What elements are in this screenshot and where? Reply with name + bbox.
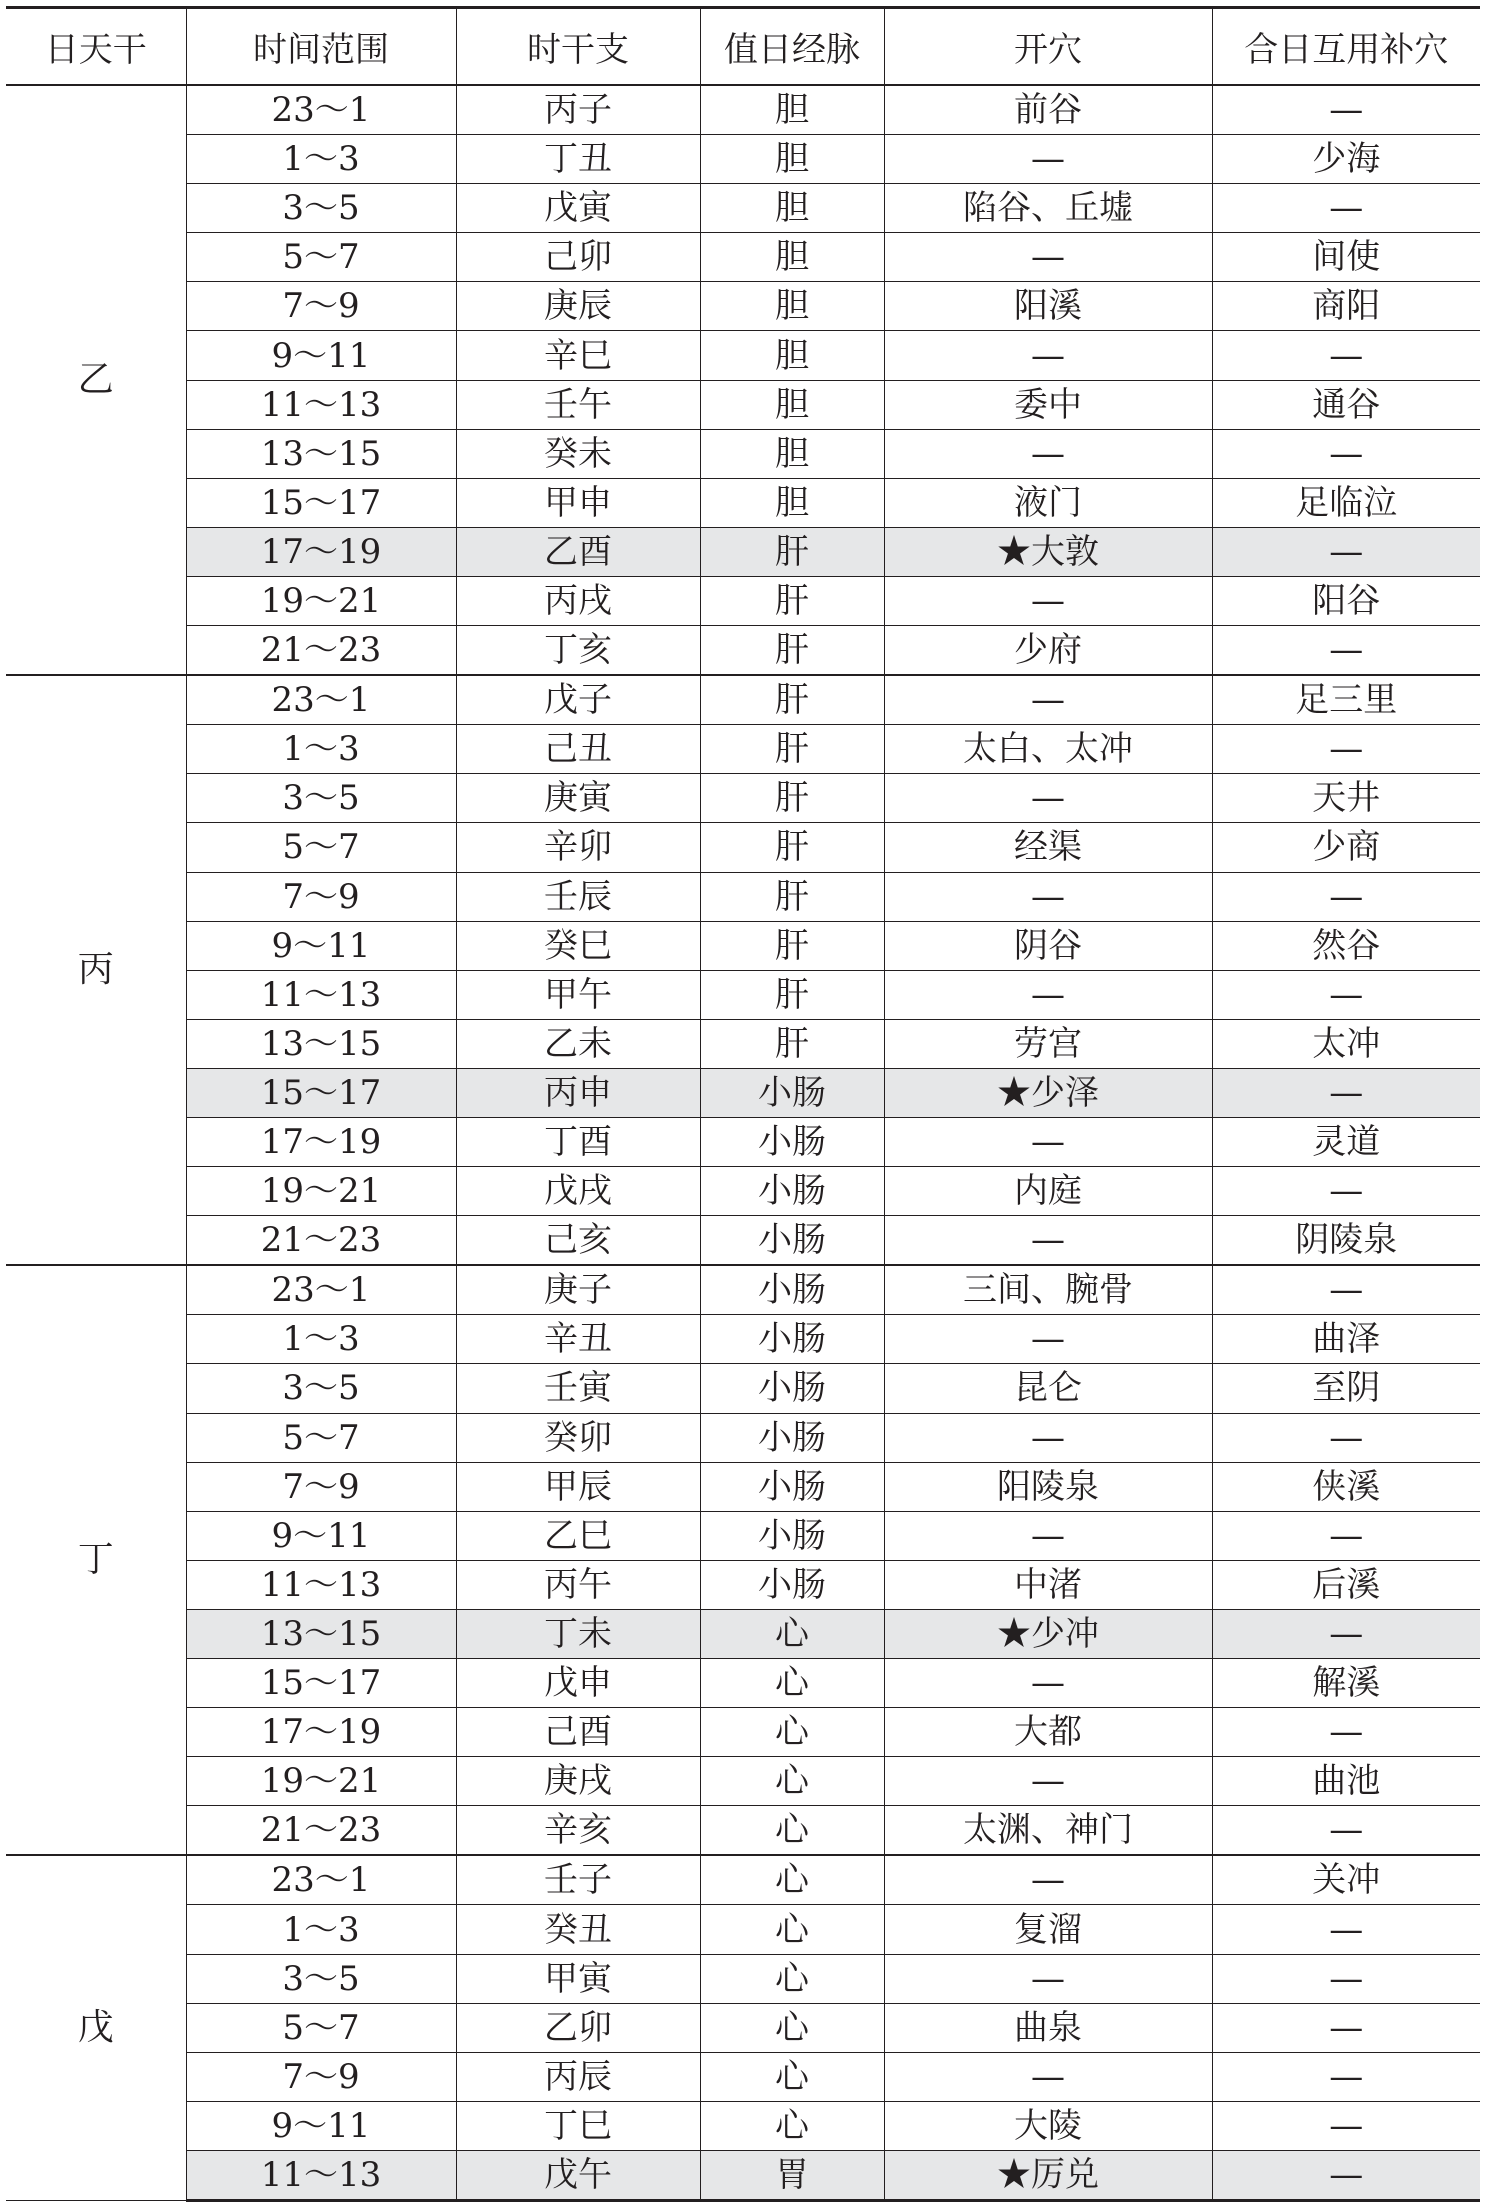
open-point-cell: 阳陵泉 [884, 1462, 1212, 1511]
open-point-cell: — [884, 1757, 1212, 1806]
table-row [6, 1265, 1480, 1315]
table-row [6, 970, 1480, 1019]
time-cell: 23～1 [186, 1855, 456, 1905]
table-row [6, 85, 1480, 135]
meridian-cell: 肝 [700, 1019, 884, 1068]
table-row [6, 1757, 1480, 1806]
supplement-point-cell: — [1212, 1265, 1480, 1315]
open-point-cell: 三间、腕骨 [884, 1265, 1212, 1315]
time-cell: 1～3 [186, 1315, 456, 1364]
supplement-point-cell: — [1212, 527, 1480, 576]
table-row [6, 2150, 1480, 2200]
meridian-cell: 小肠 [700, 1117, 884, 1166]
ganzhi-cell: 庚子 [456, 1265, 700, 1315]
ganzhi-cell: 辛巳 [456, 331, 700, 380]
table-row [6, 1462, 1480, 1511]
open-point-cell: — [884, 774, 1212, 823]
time-cell: 5～7 [186, 823, 456, 872]
meridian-cell: 胆 [700, 282, 884, 331]
open-point-cell: — [884, 1413, 1212, 1462]
table-row [6, 2003, 1480, 2052]
time-cell: 13～15 [186, 1609, 456, 1658]
day-stem-cell: 丁 [6, 1265, 186, 1855]
table-row [6, 1806, 1480, 1856]
table-row [6, 1167, 1480, 1216]
time-cell: 21～23 [186, 626, 456, 676]
table-row [6, 135, 1480, 184]
ganzhi-cell: 庚寅 [456, 774, 700, 823]
table-row [6, 921, 1480, 970]
open-point-cell: 太渊、神门 [884, 1806, 1212, 1856]
header-row [6, 8, 1480, 86]
meridian-cell: 肝 [700, 626, 884, 676]
meridian-cell: 胆 [700, 135, 884, 184]
table-row [6, 1413, 1480, 1462]
header-meridian: 值日经脉 [700, 8, 884, 86]
time-cell: 1～3 [186, 135, 456, 184]
supplement-point-cell: — [1212, 2003, 1480, 2052]
time-cell: 23～1 [186, 1265, 456, 1315]
ganzhi-cell: 乙卯 [456, 2003, 700, 2052]
open-point-cell: — [884, 1511, 1212, 1560]
supplement-point-cell: — [1212, 331, 1480, 380]
meridian-cell: 小肠 [700, 1167, 884, 1216]
day-stem-cell: 丙 [6, 675, 186, 1265]
table-row [6, 1511, 1480, 1560]
open-point-cell: 委中 [884, 380, 1212, 429]
ganzhi-cell: 丙辰 [456, 2052, 700, 2101]
supplement-point-cell: 阴陵泉 [1212, 1216, 1480, 1266]
table-header [6, 8, 1480, 86]
open-point-cell: 昆仑 [884, 1364, 1212, 1413]
table-row [6, 1609, 1480, 1658]
table-row [6, 1708, 1480, 1757]
open-point-cell: ★大敦 [884, 527, 1212, 576]
table-row [6, 1068, 1480, 1117]
meridian-cell: 肝 [700, 576, 884, 625]
meridian-cell: 胆 [700, 380, 884, 429]
time-cell: 5～7 [186, 1413, 456, 1462]
meridian-cell: 胃 [700, 2150, 884, 2200]
day-stem-cell: 戊 [6, 1855, 186, 2200]
open-point-cell: 太白、太冲 [884, 725, 1212, 774]
supplement-point-cell: 灵道 [1212, 1117, 1480, 1166]
ganzhi-cell: 丙申 [456, 1068, 700, 1117]
open-point-cell: — [884, 576, 1212, 625]
supplement-point-cell: 解溪 [1212, 1659, 1480, 1708]
table-row [6, 380, 1480, 429]
time-cell: 7～9 [186, 1462, 456, 1511]
time-cell: 5～7 [186, 2003, 456, 2052]
ganzhi-cell: 甲寅 [456, 1954, 700, 2003]
supplement-point-cell: — [1212, 970, 1480, 1019]
time-cell: 11～13 [186, 380, 456, 429]
supplement-point-cell: — [1212, 184, 1480, 233]
time-cell: 19～21 [186, 1167, 456, 1216]
supplement-point-cell: — [1212, 1413, 1480, 1462]
meridian-cell: 小肠 [700, 1364, 884, 1413]
meridian-cell: 心 [700, 1757, 884, 1806]
ganzhi-cell: 戊戌 [456, 1167, 700, 1216]
supplement-point-cell: 侠溪 [1212, 1462, 1480, 1511]
supplement-point-cell: — [1212, 429, 1480, 478]
supplement-point-cell: 天井 [1212, 774, 1480, 823]
header-open-point: 开穴 [884, 8, 1212, 86]
supplement-point-cell: — [1212, 1708, 1480, 1757]
header-time-range: 时间范围 [186, 8, 456, 86]
ganzhi-cell: 甲午 [456, 970, 700, 1019]
ganzhi-cell: 乙未 [456, 1019, 700, 1068]
supplement-point-cell: — [1212, 2052, 1480, 2101]
ganzhi-cell: 癸丑 [456, 1905, 700, 1954]
meridian-cell: 肝 [700, 527, 884, 576]
supplement-point-cell: — [1212, 872, 1480, 921]
open-point-cell: — [884, 970, 1212, 1019]
supplement-point-cell: 少海 [1212, 135, 1480, 184]
supplement-point-cell: — [1212, 1167, 1480, 1216]
meridian-cell: 小肠 [700, 1511, 884, 1560]
ganzhi-cell: 辛丑 [456, 1315, 700, 1364]
time-cell: 9～11 [186, 1511, 456, 1560]
time-cell: 15～17 [186, 1659, 456, 1708]
open-point-cell: 中渚 [884, 1560, 1212, 1609]
open-point-cell: — [884, 2052, 1212, 2101]
table-row [6, 282, 1480, 331]
meridian-cell: 胆 [700, 85, 884, 135]
meridian-cell: 小肠 [700, 1265, 884, 1315]
ganzhi-cell: 壬寅 [456, 1364, 700, 1413]
ganzhi-cell: 辛亥 [456, 1806, 700, 1856]
table-row [6, 331, 1480, 380]
time-cell: 3～5 [186, 774, 456, 823]
open-point-cell: 劳宫 [884, 1019, 1212, 1068]
ganzhi-cell: 庚辰 [456, 282, 700, 331]
open-point-cell: 阴谷 [884, 921, 1212, 970]
time-cell: 11～13 [186, 1560, 456, 1609]
ganzhi-cell: 壬辰 [456, 872, 700, 921]
meridian-cell: 心 [700, 1954, 884, 2003]
meridian-cell: 心 [700, 2003, 884, 2052]
open-point-cell: — [884, 675, 1212, 725]
ganzhi-cell: 庚戌 [456, 1757, 700, 1806]
meridian-cell: 心 [700, 1659, 884, 1708]
table-row [6, 527, 1480, 576]
meridian-cell: 胆 [700, 331, 884, 380]
open-point-cell: — [884, 1315, 1212, 1364]
table-row [6, 429, 1480, 478]
table-row [6, 2101, 1480, 2150]
time-cell: 19～21 [186, 576, 456, 625]
time-cell: 13～15 [186, 429, 456, 478]
supplement-point-cell: 通谷 [1212, 380, 1480, 429]
supplement-point-cell: — [1212, 85, 1480, 135]
meridian-cell: 心 [700, 1905, 884, 1954]
meridian-cell: 心 [700, 1708, 884, 1757]
table-row [6, 774, 1480, 823]
ganzhi-cell: 丙戌 [456, 576, 700, 625]
table-row [6, 1364, 1480, 1413]
ganzhi-cell: 戊寅 [456, 184, 700, 233]
ganzhi-cell: 己亥 [456, 1216, 700, 1266]
open-point-cell: 前谷 [884, 85, 1212, 135]
table-row [6, 1954, 1480, 2003]
table-row [6, 872, 1480, 921]
open-point-cell: — [884, 1216, 1212, 1266]
supplement-point-cell: — [1212, 2150, 1480, 2200]
header-supplement-point: 合日互用补穴 [1212, 8, 1480, 86]
ganzhi-cell: 乙酉 [456, 527, 700, 576]
ganzhi-cell: 癸未 [456, 429, 700, 478]
time-cell: 3～5 [186, 1364, 456, 1413]
time-cell: 9～11 [186, 2101, 456, 2150]
meridian-cell: 胆 [700, 429, 884, 478]
ganzhi-cell: 丁巳 [456, 2101, 700, 2150]
time-cell: 23～1 [186, 85, 456, 135]
time-cell: 23～1 [186, 675, 456, 725]
ganzhi-cell: 壬午 [456, 380, 700, 429]
table-row [6, 1019, 1480, 1068]
supplement-point-cell: 关冲 [1212, 1855, 1480, 1905]
supplement-point-cell: — [1212, 1954, 1480, 2003]
open-point-cell: 陷谷、丘墟 [884, 184, 1212, 233]
time-cell: 21～23 [186, 1216, 456, 1266]
ganzhi-cell: 己酉 [456, 1708, 700, 1757]
meridian-cell: 心 [700, 1609, 884, 1658]
ganzhi-cell: 丁亥 [456, 626, 700, 676]
open-point-cell: — [884, 233, 1212, 282]
table-row [6, 1117, 1480, 1166]
meridian-cell: 小肠 [700, 1315, 884, 1364]
supplement-point-cell: 曲泽 [1212, 1315, 1480, 1364]
meridian-cell: 肝 [700, 872, 884, 921]
open-point-cell: ★少泽 [884, 1068, 1212, 1117]
table-row [6, 675, 1480, 725]
time-cell: 11～13 [186, 2150, 456, 2200]
meridian-cell: 胆 [700, 233, 884, 282]
open-point-cell: 阳溪 [884, 282, 1212, 331]
table-row [6, 1659, 1480, 1708]
ganzhi-cell: 丁丑 [456, 135, 700, 184]
ganzhi-cell: 壬子 [456, 1855, 700, 1905]
time-cell: 7～9 [186, 2052, 456, 2101]
supplement-point-cell: — [1212, 1905, 1480, 1954]
open-point-cell: — [884, 872, 1212, 921]
time-cell: 9～11 [186, 331, 456, 380]
meridian-cell: 肝 [700, 675, 884, 725]
ganzhi-cell: 戊申 [456, 1659, 700, 1708]
ganzhi-cell: 丙子 [456, 85, 700, 135]
supplement-point-cell: 阳谷 [1212, 576, 1480, 625]
ganzhi-cell: 甲申 [456, 478, 700, 527]
open-point-cell: 复溜 [884, 1905, 1212, 1954]
open-point-cell: — [884, 1659, 1212, 1708]
open-point-cell: 大陵 [884, 2101, 1212, 2150]
open-point-cell: 少府 [884, 626, 1212, 676]
supplement-point-cell: 少商 [1212, 823, 1480, 872]
open-point-cell: ★厉兑 [884, 2150, 1212, 2200]
day-stem-cell: 乙 [6, 85, 186, 675]
meridian-cell: 小肠 [700, 1413, 884, 1462]
table-row [6, 823, 1480, 872]
supplement-point-cell: 至阴 [1212, 1364, 1480, 1413]
time-cell: 19～21 [186, 1757, 456, 1806]
meridian-cell: 小肠 [700, 1068, 884, 1117]
time-cell: 13～15 [186, 1019, 456, 1068]
header-day-stem: 日天干 [6, 8, 186, 86]
open-point-cell: — [884, 429, 1212, 478]
meridian-cell: 小肠 [700, 1462, 884, 1511]
meridian-cell: 心 [700, 2101, 884, 2150]
open-point-cell: — [884, 1117, 1212, 1166]
table-row [6, 1216, 1480, 1266]
time-cell: 1～3 [186, 1905, 456, 1954]
meridian-cell: 肝 [700, 921, 884, 970]
table-row [6, 2052, 1480, 2101]
table-body [6, 85, 1480, 2201]
time-cell: 17～19 [186, 1117, 456, 1166]
table-row [6, 1905, 1480, 1954]
supplement-point-cell: 然谷 [1212, 921, 1480, 970]
supplement-point-cell: — [1212, 725, 1480, 774]
time-cell: 9～11 [186, 921, 456, 970]
meridian-cell: 心 [700, 2052, 884, 2101]
time-cell: 1～3 [186, 725, 456, 774]
supplement-point-cell: 商阳 [1212, 282, 1480, 331]
open-point-cell: — [884, 1855, 1212, 1905]
table-row [6, 184, 1480, 233]
meridian-cell: 小肠 [700, 1216, 884, 1266]
ganzhi-cell: 丙午 [456, 1560, 700, 1609]
ganzhi-cell: 丁未 [456, 1609, 700, 1658]
time-cell: 15～17 [186, 478, 456, 527]
ganzhi-cell: 乙巳 [456, 1511, 700, 1560]
open-point-cell: 曲泉 [884, 2003, 1212, 2052]
time-cell: 17～19 [186, 527, 456, 576]
supplement-point-cell: — [1212, 1068, 1480, 1117]
time-cell: 15～17 [186, 1068, 456, 1117]
open-point-cell: — [884, 135, 1212, 184]
table-row [6, 233, 1480, 282]
meridian-cell: 心 [700, 1806, 884, 1856]
supplement-point-cell: 间使 [1212, 233, 1480, 282]
ganzhi-cell: 癸卯 [456, 1413, 700, 1462]
supplement-point-cell: 足三里 [1212, 675, 1480, 725]
meridian-cell: 心 [700, 1855, 884, 1905]
open-point-cell: 内庭 [884, 1167, 1212, 1216]
supplement-point-cell: — [1212, 1609, 1480, 1658]
ganzhi-cell: 癸巳 [456, 921, 700, 970]
open-point-cell: — [884, 331, 1212, 380]
supplement-point-cell: — [1212, 1806, 1480, 1856]
time-cell: 21～23 [186, 1806, 456, 1856]
time-cell: 17～19 [186, 1708, 456, 1757]
ganzhi-cell: 己卯 [456, 233, 700, 282]
supplement-point-cell: — [1212, 1511, 1480, 1560]
meridian-cell: 肝 [700, 774, 884, 823]
supplement-point-cell: 曲池 [1212, 1757, 1480, 1806]
open-point-cell: ★少冲 [884, 1609, 1212, 1658]
open-point-cell: 经渠 [884, 823, 1212, 872]
supplement-point-cell: 后溪 [1212, 1560, 1480, 1609]
ganzhi-cell: 甲辰 [456, 1462, 700, 1511]
ganzhi-cell: 戊子 [456, 675, 700, 725]
meridian-cell: 胆 [700, 184, 884, 233]
time-cell: 7～9 [186, 282, 456, 331]
meridian-cell: 小肠 [700, 1560, 884, 1609]
meridian-cell: 胆 [700, 478, 884, 527]
ganzhi-cell: 丁酉 [456, 1117, 700, 1166]
table-row [6, 1560, 1480, 1609]
supplement-point-cell: — [1212, 2101, 1480, 2150]
table-row [6, 1315, 1480, 1364]
time-cell: 3～5 [186, 1954, 456, 2003]
open-point-cell: — [884, 1954, 1212, 2003]
table-row [6, 626, 1480, 676]
acupoint-schedule-table [6, 6, 1480, 2202]
supplement-point-cell: 太冲 [1212, 1019, 1480, 1068]
table-row [6, 576, 1480, 625]
ganzhi-cell: 己丑 [456, 725, 700, 774]
ganzhi-cell: 戊午 [456, 2150, 700, 2200]
open-point-cell: 大都 [884, 1708, 1212, 1757]
supplement-point-cell: 足临泣 [1212, 478, 1480, 527]
ganzhi-cell: 辛卯 [456, 823, 700, 872]
open-point-cell: 液门 [884, 478, 1212, 527]
header-hour-ganzhi: 时干支 [456, 8, 700, 86]
time-cell: 5～7 [186, 233, 456, 282]
time-cell: 7～9 [186, 872, 456, 921]
time-cell: 3～5 [186, 184, 456, 233]
meridian-cell: 肝 [700, 725, 884, 774]
table-row [6, 1855, 1480, 1905]
table-row [6, 725, 1480, 774]
table-row [6, 478, 1480, 527]
meridian-cell: 肝 [700, 970, 884, 1019]
time-cell: 11～13 [186, 970, 456, 1019]
supplement-point-cell: — [1212, 626, 1480, 676]
meridian-cell: 肝 [700, 823, 884, 872]
